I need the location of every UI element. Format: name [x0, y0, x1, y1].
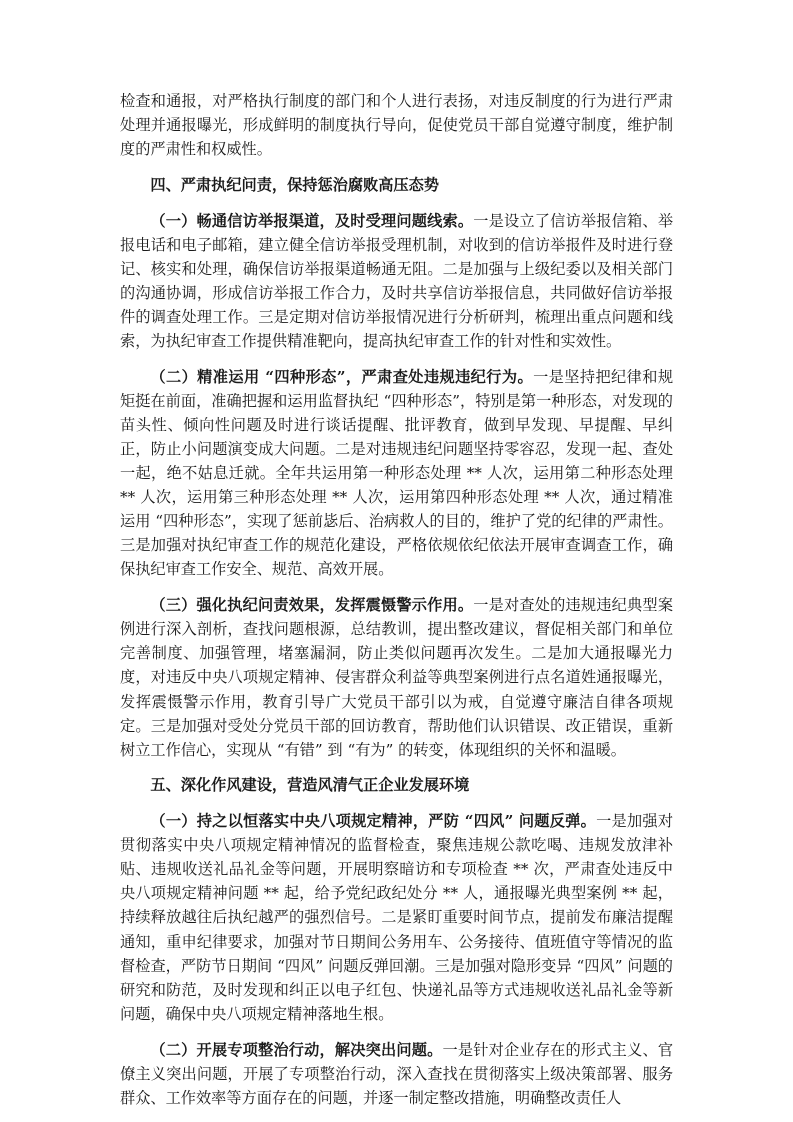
paragraph-5-text: 一是对查处的违规违纪典型案例进行深入剖析，查找问题根源，总结教训，提出整改建议，督促相关部门和单位完善制度、加强管理，堵塞漏洞，防止类似问题再次发生。二是加大通报曝光力度，对违反中央八项规定精神、侵害群众利益等典型案例进行点名道姓通报曝光，发挥震慑警示作用，教育引导广大党员干部引以为戒，自觉遵守廉洁自律各项规定。三是加强对受处分党员干部的回访教育，帮助他们认识错误、改正错误，重新树立工作信心，实现从 “有错” 到 “有为” 的转变，体现组织的关怀和温暖。 — [120, 596, 674, 759]
paragraph-3 — [120, 209, 673, 354]
paragraph-1 — [120, 89, 673, 161]
section-heading-5-text: 五、深化作风建设，营造风清气正企业发展环境 — [150, 776, 470, 795]
document-page — [120, 89, 673, 1121]
paragraph-5 — [120, 593, 673, 762]
section-heading-4-text: 四、严肃执纪问责，保持惩治腐败高压态势 — [150, 175, 439, 194]
paragraph-7-lead: （一）持之以恒落实中央八项规定精神，严防 “四风” 问题反弹。 — [150, 812, 597, 831]
section-heading-4 — [120, 173, 673, 197]
paragraph-7 — [120, 809, 673, 1026]
paragraph-8-text: 一是针对企业存在的形式主义、官僚主义突出问题，开展了专项整治行动，深入查找在贯彻落实上级决策部署、服务群众、工作效率等方面存在的问题，并逐一制定整改措施，明确整改责任人 — [120, 1040, 674, 1107]
paragraph-7-text: 一是加强对贯彻落实中央八项规定精神情况的监督检查，聚焦违规公款吃喝、违规发放津补贴、违规收送礼品礼金等问题，开展明察暗访和专项检查 ** 次，严肃查处违反中央八项规定精神问题 ** 起，给予党纪政纪处分 ** 人，通报曝光典型案例 ** 起，持续释放越往后执纪越严的强烈信号。二是紧盯重要时间节点，提前发布廉洁提醒通知，重申纪律要求，加强对节日期间公务用车、公务接待、值班值守等情况的监督检查，严防节日期间 “四风” 问题反弹回潮。三是加强对隐形变异 “四风” 问题的研究和防范，及时发现和纠正以电子红包、快递礼品等方式违规收送礼品礼金等新问题，确保中央八项规定精神落地生根。 — [120, 812, 674, 1023]
paragraph-8 — [120, 1038, 673, 1110]
paragraph-3-lead: （一）畅通信访举报渠道，及时受理问题线索。 — [150, 211, 474, 230]
paragraph-4 — [120, 365, 673, 582]
paragraph-4-lead: （二）精准运用 “四种形态”，严肃查处违规违纪行为。 — [150, 367, 534, 386]
paragraph-5-lead: （三）强化执纪问责效果，发挥震慑警示作用。 — [150, 596, 474, 615]
section-heading-5 — [120, 773, 673, 797]
paragraph-1-text: 检查和通报，对严格执行制度的部门和个人进行表扬，对违反制度的行为进行严肃处理并通报曝光，形成鲜明的制度执行导向，促使党员干部自觉遵守制度，维护制度的严肃性和权威性。 — [120, 92, 673, 159]
paragraph-8-lead: （二）开展专项整治行动，解决突出问题。 — [150, 1040, 443, 1059]
paragraph-4-text: 一是坚持把纪律和规矩挺在前面，准确把握和运用监督执纪 “四种形态”，特别是第一种形态，对发现的苗头性、倾向性问题及时进行谈话提醒、批评教育，做到早发现、早提醒、早纠正，防止小问题演变成大问题。二是对违规违纪问题坚持零容忍，发现一起、查处一起，绝不姑息迁就。全年共运用第一种形态处理 ** 人次，运用第二种形态处理 ** 人次，运用第三种形态处理 ** 人次，运用第四种形态处理 ** 人次，通过精准运用 “四种形态”，实现了惩前毖后、治病救人的目的，维护了党的纪律的严肃性。三是加强对执纪审查工作的规范化建设，严格依规依纪依法开展审查调查工作，确保执纪审查工作安全、规范、高效开展。 — [120, 367, 674, 579]
paragraph-3-text: 一是设立了信访举报信箱、举报电话和电子邮箱，建立健全信访举报受理机制，对收到的信访举报件及时进行登记、核实和处理，确保信访举报渠道畅通无阻。二是加强与上级纪委以及相关部门的沟通协调，形成信访举报工作合力，及时共享信访举报信息，共同做好信访举报件的调查处理工作。三是定期对信访举报情况进行分析研判，梳理出重点问题和线索，为执纪审查工作提供精准靶向，提高执纪审查工作的针对性和实效性。 — [120, 211, 674, 351]
